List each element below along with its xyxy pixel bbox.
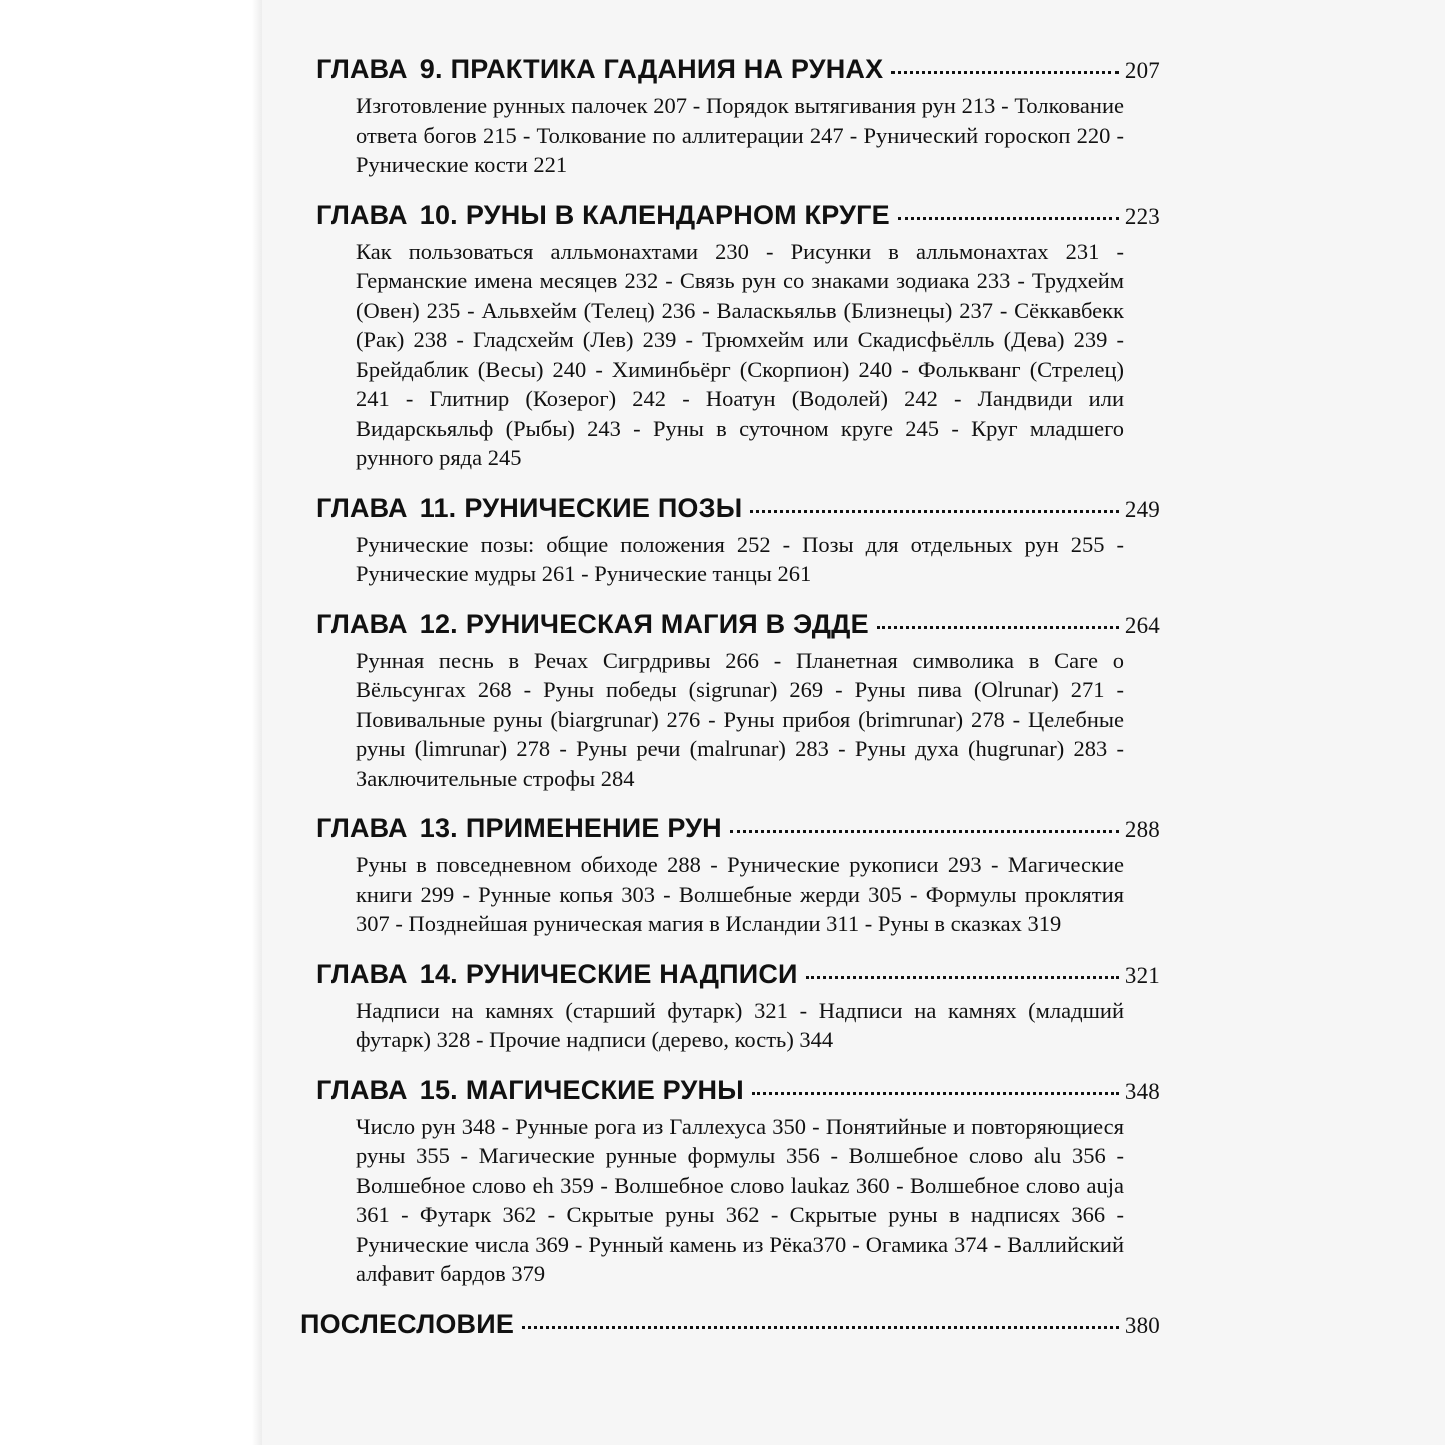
toc-entry-chapter-10 <box>300 198 1160 473</box>
toc-entry-chapter-11 <box>300 491 1160 589</box>
chapter-label: ГЛАВА <box>316 1074 408 1105</box>
chapter-title: РУНИЧЕСКИЕ ПОЗЫ <box>464 492 743 523</box>
chapter-heading <box>316 811 1160 847</box>
toc-entry-chapter-14 <box>300 957 1160 1055</box>
chapter-heading <box>316 198 1160 234</box>
chapter-title: РУНИЧЕСКИЕ НАДПИСИ <box>465 958 798 989</box>
chapter-label: ГЛАВА <box>316 608 408 639</box>
afterword-title: ПОСЛЕСЛОВИЕ <box>300 1308 515 1339</box>
chapter-page-number: 321 <box>1124 962 1160 988</box>
chapter-label: ГЛАВА <box>316 199 408 230</box>
chapter-title: РУНЫ В КАЛЕНДАРНОМ КРУГЕ <box>465 199 890 230</box>
chapter-number: 9. <box>419 54 443 84</box>
chapter-sections: Изготовление рунных палочек 207 - Порядок вытягивания рун 213 - Толкование ответа богов 215 - Толкование по аллитерации 247 - Рунический гороскоп 220 - Рунические кости 221 <box>356 93 1124 177</box>
toc-entry-chapter-9 <box>300 52 1160 180</box>
chapter-heading <box>316 1073 1160 1109</box>
chapter-label: ГЛАВА <box>316 54 408 84</box>
afterword-page-number: 380 <box>1124 1312 1160 1338</box>
chapter-title: РУНИЧЕСКАЯ МАГИЯ В ЭДДЕ <box>465 608 869 639</box>
chapter-number: 15. <box>419 1074 458 1105</box>
chapter-title: ПРАКТИКА ГАДАНИЯ НА РУНАХ <box>450 54 884 84</box>
dot-leader <box>877 626 1119 629</box>
dot-leader <box>806 976 1119 979</box>
chapter-number: 13. <box>419 813 458 843</box>
table-of-contents <box>300 52 1160 1361</box>
dot-leader <box>522 1326 1119 1329</box>
chapter-title: МАГИЧЕСКИЕ РУНЫ <box>465 1074 744 1105</box>
chapter-sections: Рунические позы: общие положения 252 - Позы для отдельных рун 255 - Рунические мудры 261 - Рунические танцы 261 <box>356 531 1124 586</box>
chapter-page-number: 249 <box>1124 496 1160 522</box>
dot-leader <box>891 71 1119 74</box>
chapter-title: ПРИМЕНЕНИЕ РУН <box>465 813 722 843</box>
chapter-page-number: 207 <box>1124 58 1160 83</box>
chapter-label: ГЛАВА <box>316 492 408 523</box>
chapter-label: ГЛАВА <box>316 958 408 989</box>
toc-entry-chapter-13 <box>300 811 1160 939</box>
chapter-page-number: 348 <box>1124 1078 1160 1104</box>
chapter-sections: Рунная песнь в Речах Сигрдривы 266 - Планетная символика в Саге о Вёльсунгах 268 - Руны победы (sigrunar) 269 - Руны пива (Olrunar) 271 - Повивальные руны (biargrunar) 276 - Руны прибоя (brimrunar) 278 - Целебные руны (limrunar) 278 - Руны речи (malrunar) 283 - Руны духа (hugrunar) 283 - Заключительные строфы 284 <box>356 647 1124 791</box>
chapter-heading <box>316 957 1160 993</box>
toc-entry-afterword <box>300 1307 1160 1343</box>
chapter-heading <box>316 52 1160 88</box>
chapter-number: 11. <box>419 492 457 523</box>
dot-leader <box>730 830 1119 833</box>
chapter-page-number: 288 <box>1124 817 1160 842</box>
chapter-page-number: 264 <box>1124 612 1160 638</box>
chapter-label: ГЛАВА <box>316 813 408 843</box>
dot-leader <box>750 510 1119 513</box>
dot-leader <box>898 217 1119 220</box>
dot-leader <box>752 1092 1119 1095</box>
chapter-sections: Число рун 348 - Рунные рога из Галлехуса 350 - Понятийные и повторяющиеся руны 355 - Магические рунные формулы 356 - Волшебное слово alu 356 - Волшебное слово eh 359 - Волшебное слово laukaz 360 - Волшебное слово auja 361 - Футарк 362 - Скрытые руны 362 - Скрытые руны в надписях 366 - Рунические числа 369 - Рунный камень из Рёка370 - Огамика 374 - Валлийский алфавит бардов 379 <box>356 1113 1124 1286</box>
chapter-sections: Руны в повседневном обиходе 288 - Рунические рукописи 293 - Магические книги 299 - Рунные копья 303 - Волшебные жерди 305 - Формулы проклятия 307 - Позднейшая руническая магия в Исландии 311 - Руны в сказках 319 <box>356 852 1124 936</box>
chapter-number: 14. <box>419 958 458 989</box>
chapter-page-number: 223 <box>1124 203 1160 229</box>
chapter-heading <box>316 607 1160 643</box>
chapter-sections: Как пользоваться алльмонахтами 230 - Рисунки в алльмонахтах 231 - Германские имена месяцев 232 - Связь рун со знаками зодиака 233 - Трудхейм (Овен) 235 - Альвхейм (Телец) 236 - Валаскьяльв (Близнецы) 237 - Сёккавбекк (Рак) 238 - Гладсхейм (Лев) 239 - Трюмхейм или Скадисфьёлль (Дева) 239 - Брейдаблик (Весы) 240 - Химинбьёрг (Скорпион) 240 - Фолькванг (Стрелец) 241 - Глитнир (Козерог) 242 - Ноатун (Водолей) 242 - Ландвиди или Видарскьяльф (Рыбы) 243 - Руны в суточном круге 245 - Круг младшего рунного ряда 245 <box>356 238 1124 470</box>
chapter-sections: Надписи на камнях (старший футарк) 321 - Надписи на камнях (младший футарк) 328 - Прочие надписи (дерево, кость) 344 <box>356 997 1124 1052</box>
afterword-heading <box>300 1307 1160 1343</box>
toc-entry-chapter-15 <box>300 1073 1160 1289</box>
chapter-heading <box>316 491 1160 527</box>
toc-entry-chapter-12 <box>300 607 1160 794</box>
chapter-number: 10. <box>419 199 458 230</box>
chapter-number: 12. <box>419 608 458 639</box>
